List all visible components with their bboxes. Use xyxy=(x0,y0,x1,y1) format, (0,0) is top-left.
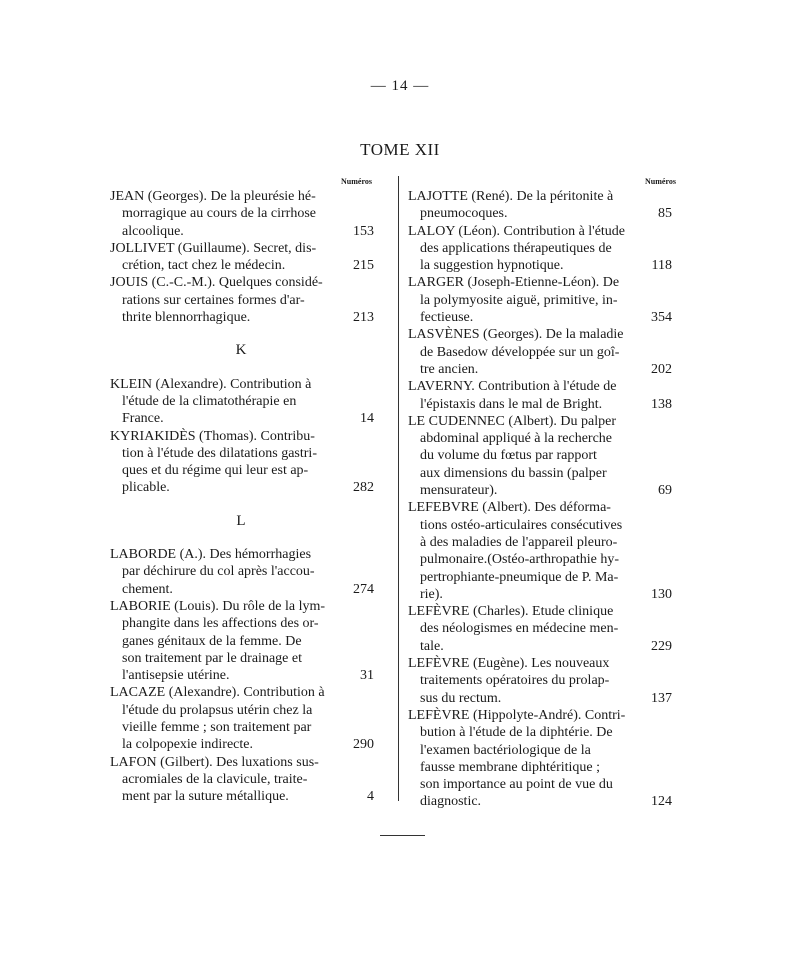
left-column-body xyxy=(110,188,372,806)
volume-title: TOME XII xyxy=(360,140,440,159)
entry-text-line: aux dimensions du bassin (palper xyxy=(420,465,607,481)
entry-text-line: la colpopexie indirecte. xyxy=(122,737,253,753)
entry-text-line: l'épistaxis dans le mal de Bright. xyxy=(420,396,603,412)
entry-text-line: par déchirure du col après l'accou- xyxy=(122,564,315,580)
entry-text-line: abdominal appliqué à la recherche xyxy=(420,431,613,447)
thesis-number: 274 xyxy=(353,581,374,597)
entry-text-line: tale. xyxy=(420,638,444,654)
column-header-numeros: Numéros xyxy=(645,177,676,186)
entry-text-line: chement. xyxy=(122,581,173,597)
entry-text-line: LE CUDENNEC (Albert). Du palper xyxy=(408,413,617,429)
section-letter: K xyxy=(235,342,247,359)
thesis-entry xyxy=(110,376,372,428)
thesis-number: 202 xyxy=(651,361,672,377)
entry-text-line: LEFÈVRE (Charles). Etude clinique xyxy=(408,604,614,620)
entry-text-line: LAJOTTE (René). De la péritonite à xyxy=(408,189,614,204)
entry-text-line: pulmonaire.(Ostéo-arthropathie hy- xyxy=(420,552,620,568)
thesis-number: 138 xyxy=(651,396,672,412)
thesis-entry xyxy=(408,655,672,707)
column-divider xyxy=(398,176,399,801)
page-number: — 14 — xyxy=(370,78,430,94)
column-header-numeros: Numéros xyxy=(341,177,372,186)
thesis-entry xyxy=(110,188,372,240)
thesis-number: 215 xyxy=(353,258,374,274)
entry-text-line: à des maladies de l'appareil pleuro- xyxy=(420,534,618,550)
right-column xyxy=(408,176,676,811)
entry-text-line: des néologismes en médecine men- xyxy=(420,621,619,637)
entry-text-line: son traitement par le drainage et xyxy=(122,650,302,666)
entry-text-line: de Basedow développée sur un goî- xyxy=(420,344,620,360)
thesis-number: 229 xyxy=(651,638,672,654)
thesis-entry xyxy=(110,274,372,326)
entry-text-line: ganes génitaux de la femme. De xyxy=(122,633,302,649)
thesis-number: 213 xyxy=(353,310,374,326)
entry-text-line: LARGER (Joseph-Etienne-Léon). De xyxy=(408,275,620,291)
entry-text-line: l'antisepsie utérine. xyxy=(122,668,230,684)
entry-text-line: LEFEBVRE (Albert). Des déforma- xyxy=(408,500,611,516)
entry-text-line: LALOY (Léon). Contribution à l'étude xyxy=(408,223,626,239)
thesis-number: 153 xyxy=(353,223,374,239)
bottom-rule xyxy=(380,835,425,836)
thesis-number: 14 xyxy=(360,411,374,427)
left-column xyxy=(110,176,372,806)
entry-text-line: France. xyxy=(122,411,164,427)
thesis-number: 130 xyxy=(651,586,672,602)
thesis-number: 282 xyxy=(353,480,374,496)
entry-text-line: rations sur certaines formes d'ar- xyxy=(122,292,305,308)
entry-text-line: LAVERNY. Contribution à l'étude de xyxy=(408,379,617,395)
entry-text-line: plicable. xyxy=(122,480,170,496)
entry-text-line: diagnostic. xyxy=(420,794,482,810)
entry-text-line: KYRIAKIDÈS (Thomas). Contribu- xyxy=(110,428,315,444)
entry-text-line: LABORIE (Louis). Du rôle de la lym- xyxy=(110,598,326,614)
section-letter: L xyxy=(236,512,246,529)
entry-text-line: mensurateur). xyxy=(420,483,498,499)
entry-text-line: tion à l'étude des dilatations gastri- xyxy=(122,445,317,461)
thesis-entry xyxy=(408,707,672,811)
thesis-entry xyxy=(110,684,372,753)
entry-text-line: pneumocoques. xyxy=(420,206,508,222)
thesis-number: 354 xyxy=(651,310,672,326)
entry-text-line: crétion, tact chez le médecin. xyxy=(122,258,286,274)
entry-text-line: LEFÈVRE (Hippolyte-André). Contri- xyxy=(408,707,626,723)
entry-text-line: l'examen bactériologique de la xyxy=(420,742,591,758)
thesis-number: 137 xyxy=(651,690,672,706)
entry-text-line: fectieuse. xyxy=(420,310,474,326)
thesis-entry xyxy=(408,274,672,326)
thesis-number: 31 xyxy=(360,668,374,684)
entry-text-line: son importance au point de vue du xyxy=(420,777,613,793)
thesis-entry xyxy=(408,499,672,603)
entry-text-line: LABORDE (A.). Des hémorrhagies xyxy=(110,547,312,563)
thesis-entry xyxy=(408,413,672,499)
entry-text-line: JEAN (Georges). De la pleurésie hé- xyxy=(110,189,316,204)
entry-text-line: KLEIN (Alexandre). Contribution à xyxy=(110,376,312,392)
entry-text-line: tions ostéo-articulaires consécutives xyxy=(420,517,623,533)
entry-text-line: LEFÈVRE (Eugène). Les nouveaux xyxy=(408,656,610,672)
entry-text-line: JOUIS (C.-C.-M.). Quelques considé- xyxy=(110,275,323,291)
entry-text-line: JOLLIVET (Guillaume). Secret, dis- xyxy=(110,240,317,256)
thesis-entry xyxy=(110,428,372,497)
thesis-entry xyxy=(408,326,672,378)
entry-text-line: LAFON (Gilbert). Des luxations sus- xyxy=(110,754,319,770)
entry-text-line: acromiales de la clavicule, traite- xyxy=(122,771,308,787)
thesis-entry xyxy=(408,223,672,275)
thesis-number: 4 xyxy=(367,789,374,805)
thesis-number: 290 xyxy=(353,737,374,753)
entry-text-line: fausse membrane diphtéritique ; xyxy=(420,759,600,775)
entry-text-line: sus du rectum. xyxy=(420,690,502,706)
entry-text-line: alcoolique. xyxy=(122,223,184,239)
thesis-entry xyxy=(408,378,672,413)
entry-text-line: vieille femme ; son traitement par xyxy=(122,720,312,736)
entry-text-line: des applications thérapeutiques de xyxy=(420,240,612,256)
entry-text-line: la polymyosite aiguë, primitive, in- xyxy=(420,292,618,308)
entry-text-line: traitements opératoires du prolap- xyxy=(420,673,610,689)
entry-text-line: pertrophiante-pneumique de P. Ma- xyxy=(420,569,619,585)
entry-text-line: LASVÈNES (Georges). De la maladie xyxy=(408,327,624,343)
thesis-entry xyxy=(408,188,672,223)
right-column-body xyxy=(408,188,672,811)
thesis-entry xyxy=(110,546,372,598)
thesis-number: 118 xyxy=(651,258,672,274)
entry-text-line: tre ancien. xyxy=(420,361,479,377)
entry-text-line: du volume du fœtus par rapport xyxy=(420,448,597,464)
thesis-number: 124 xyxy=(651,794,672,810)
thesis-entry xyxy=(110,754,372,806)
entry-text-line: phangite dans les affections des or- xyxy=(122,616,319,632)
thesis-entry xyxy=(408,603,672,655)
entry-text-line: ques et du régime qui leur est ap- xyxy=(122,463,309,479)
entry-text-line: LACAZE (Alexandre). Contribution à xyxy=(110,685,325,701)
thesis-number: 85 xyxy=(658,206,672,222)
thesis-entry xyxy=(110,240,372,275)
entry-text-line: l'étude de la climatothérapie en xyxy=(122,393,297,409)
entry-text-line: la suggestion hypnotique. xyxy=(420,258,564,274)
thesis-entry xyxy=(110,598,372,684)
entry-text-line: ment par la suture métallique. xyxy=(122,789,289,805)
thesis-number: 69 xyxy=(658,483,672,499)
entry-text-line: rie). xyxy=(420,586,443,602)
entry-text-line: bution à l'étude de la diphtérie. De xyxy=(420,725,613,741)
entry-text-line: thrite blennorrhagique. xyxy=(122,310,251,326)
entry-text-line: morragique au cours de la cirrhose xyxy=(122,206,316,222)
entry-text-line: l'étude du prolapsus utérin chez la xyxy=(122,702,313,718)
